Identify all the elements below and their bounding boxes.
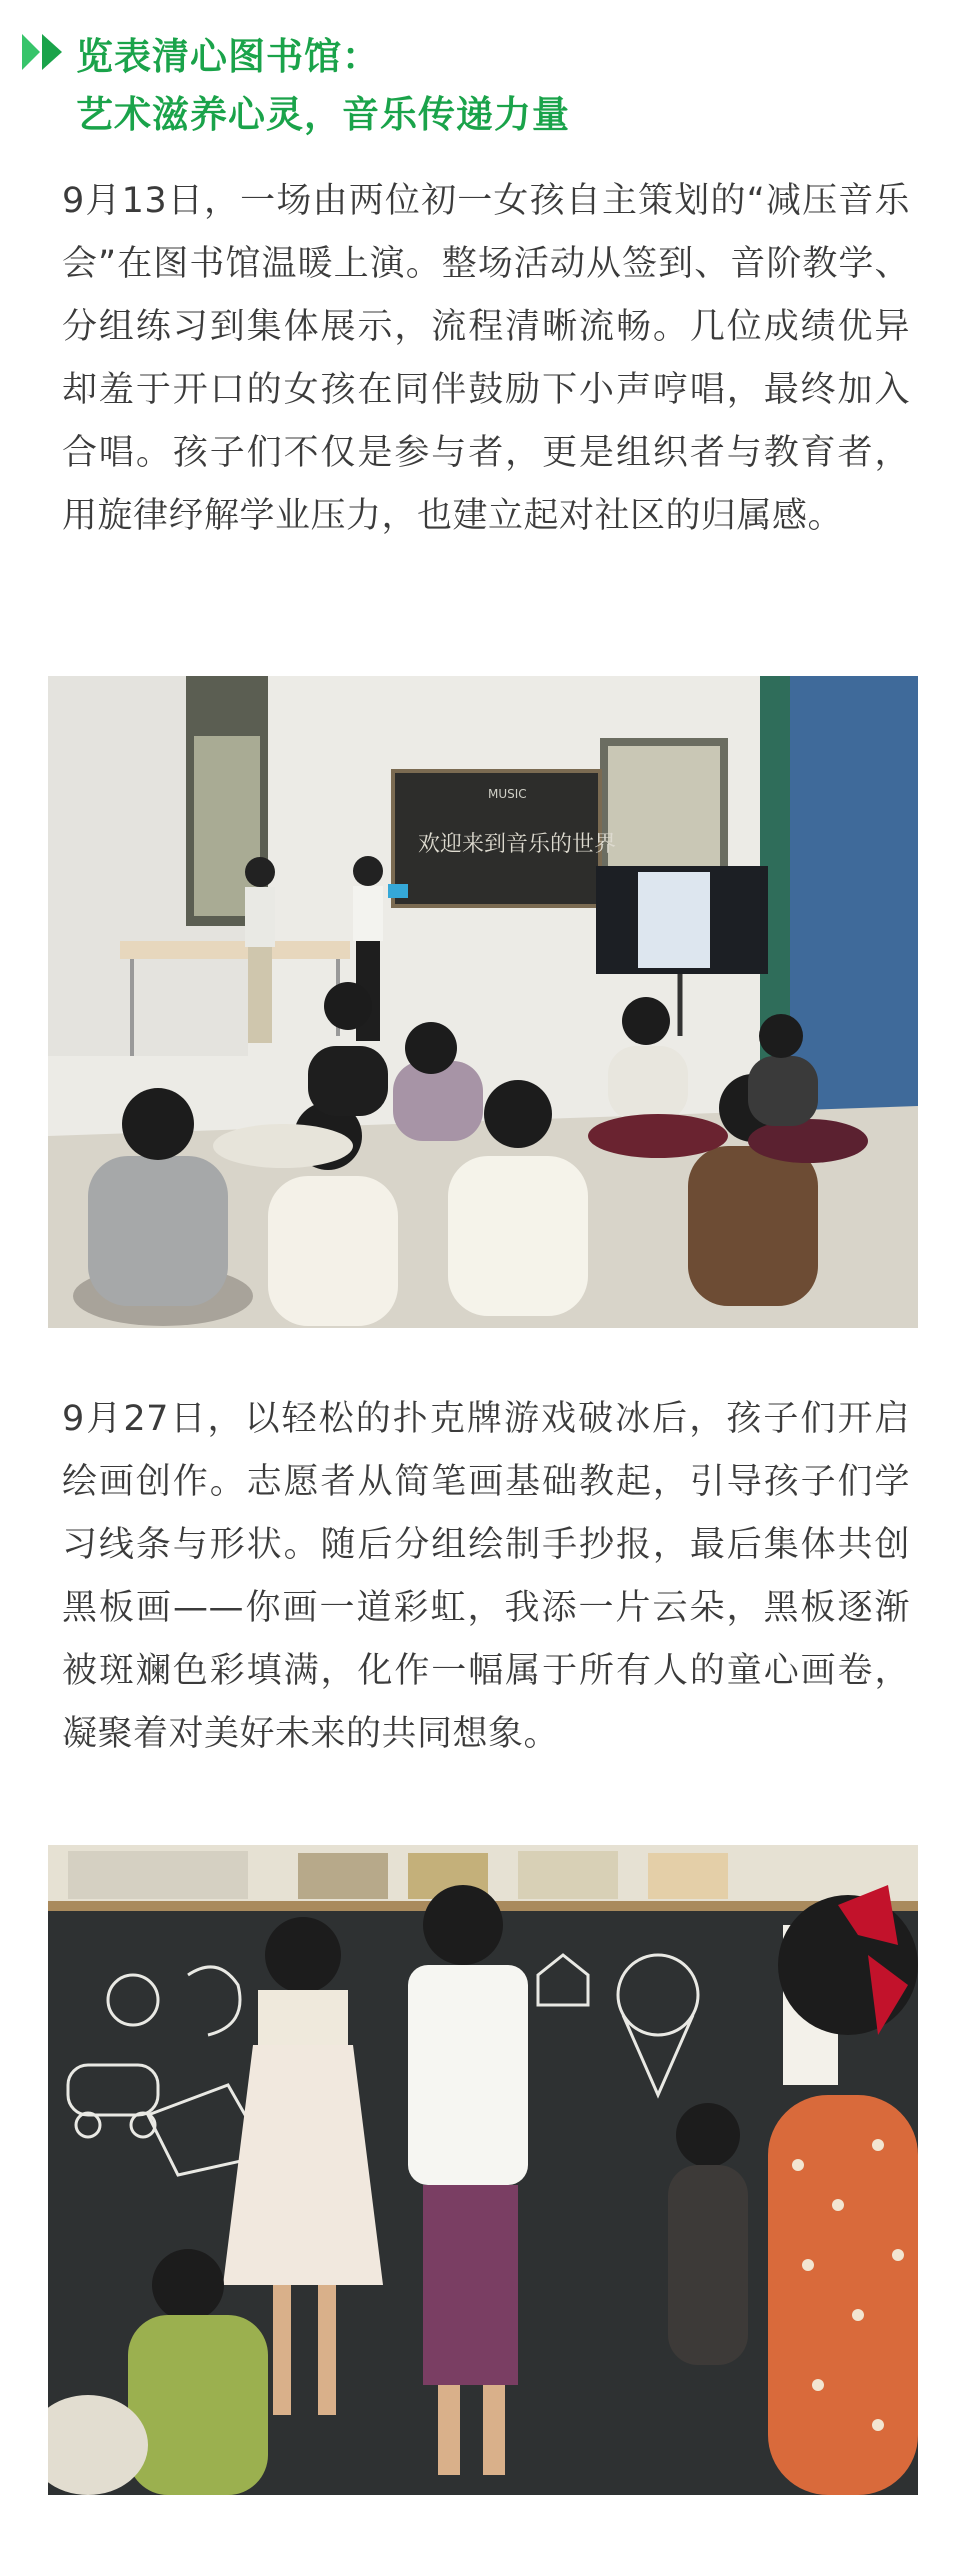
- blackboard-small-text: MUSIC: [488, 787, 527, 801]
- page-title: 览表清心图书馆：: [76, 35, 380, 78]
- page-subtitle: 艺术滋养心灵，音乐传递力量: [76, 93, 570, 136]
- drawing-photo: [48, 1845, 918, 2495]
- double-play-arrow-icon: [22, 32, 66, 72]
- paragraph-concert: 9月13日，一场由两位初一女孩自主策划的“减压音乐会”在图书馆温暖上演。整场活动从签到、音阶教学、分组练习到集体展示，流程清晰流畅。几位成绩优异却羞于开口的女孩在同伴鼓励下小声哼唱，最终加入合唱。孩子们不仅是参与者，更是组织者与教育者，用旋律纾解学业压力，也建立起对社区的归属感。: [62, 181, 910, 536]
- concert-photo: [48, 676, 918, 1328]
- blackboard-text: 欢迎来到音乐的世界: [418, 832, 617, 857]
- paragraph-drawing: 9月27日，以轻松的扑克牌游戏破冰后，孩子们开启绘画创作。志愿者从简笔画基础教起，引导孩子们学习线条与形状。随后分组绘制手抄报，最后集体共创黑板画——你画一道彩虹，我添一片云朵，黑板逐渐被斑斓色彩填满，化作一幅属于所有人的童心画卷，凝聚着对美好未来的共同想象。: [62, 1399, 910, 1754]
